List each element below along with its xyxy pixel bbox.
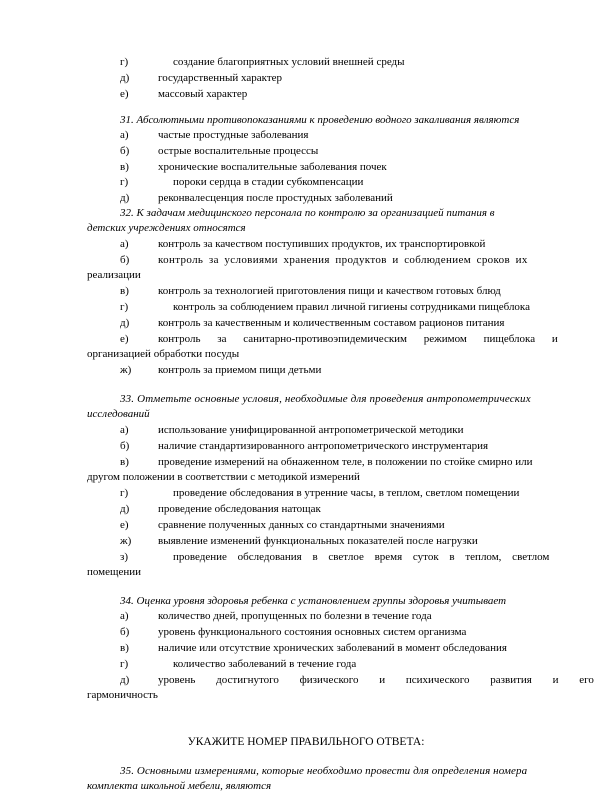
question-32-title-line1: 32. К задачам медицинского персонала по контролю за организацией питания в — [120, 207, 495, 219]
q32-item-d: контроль за качественным и количественным составом рационов питания — [158, 317, 505, 329]
q32-item-v: контроль за технологией приготовления пищи и качеством готовых блюд — [158, 285, 501, 297]
item-marker: г) — [120, 487, 129, 499]
item-marker: а) — [120, 238, 129, 250]
q32-item-g: контроль за соблюдением правил личной гигиены сотрудниками пищеблока — [173, 301, 530, 313]
q34-item-d-cont: гармоничность — [87, 689, 158, 701]
q32-item-e-cont: организацией обработки посуды — [87, 348, 240, 360]
q32-item-e: контроль за санитарно-противоэпидемическим режимом пищеблока и — [158, 333, 558, 345]
item-marker: е) — [120, 88, 129, 100]
q31-item-d: реконвалесценция после простудных заболеваний — [158, 192, 393, 204]
q32-item-b-cont: реализации — [87, 269, 141, 281]
q33-item-zh: выявление изменений функциональных показателей после нагрузки — [158, 535, 478, 547]
q33-item-v: проведение измерений на обнаженном теле, в положении по стойке смирно или — [158, 456, 533, 468]
q33-item-z-cont: помещении — [87, 566, 142, 578]
section-heading: УКАЖИТЕ НОМЕР ПРАВИЛЬНОГО ОТВЕТА: — [187, 736, 425, 748]
q34-item-a: количество дней, пропущенных по болезни в течение года — [158, 610, 432, 622]
q32-item-zh: контроль за приемом пищи детьми — [158, 364, 322, 376]
q31-item-g: пороки сердца в стадии субкомпенсации — [173, 176, 364, 188]
q33-item-g: проведение обследования в утренние часы, в теплом, светлом помещении — [173, 487, 520, 499]
item-marker: в) — [120, 456, 129, 468]
q31-item-v: хронические воспалительные заболевания почек — [158, 161, 387, 173]
q34-item-b: уровень функционального состояния основных систем организма — [158, 626, 467, 638]
item-marker: а) — [120, 610, 129, 622]
q32-item-a: контроль за качеством поступивших продуктов, их транспортировкой — [158, 238, 486, 250]
q31-item-a: частые простудные заболевания — [158, 129, 309, 141]
question-32-title — [120, 206, 568, 221]
item-marker: б) — [120, 626, 130, 638]
q33-item-a: использование унифицированной антропометрической методики — [158, 424, 464, 436]
question-32-title-line2: детских учреждениях относятся — [87, 222, 246, 234]
item-marker: г) — [120, 56, 129, 68]
item-marker: д) — [120, 72, 130, 84]
item-text: создание благоприятных условий внешней среды — [173, 56, 405, 68]
item-marker: в) — [120, 161, 129, 173]
q34-item-v: наличие или отсутствие хронических заболеваний в момент обследования — [158, 642, 507, 654]
q33-item-b: наличие стандартизированного антропометрического инструментария — [158, 440, 489, 452]
question-35-title-line2: комплекта школьной мебели, являются — [87, 780, 272, 792]
q33-item-z: проведение обследования в светлое время суток в теплом, светлом — [173, 551, 550, 563]
item-marker: б) — [120, 440, 130, 452]
item-marker: а) — [120, 424, 129, 436]
item-marker: ж) — [120, 364, 132, 376]
question-33-title-line1: 33. Отметьте основные условия, необходимые для проведения антропометрических — [120, 393, 531, 405]
question-35-title-line1: 35. Основными измерениями, которые необходимо провести для определения номера — [120, 765, 528, 777]
q33-item-v-cont: другом положении в соответствии с методикой измерений — [87, 471, 360, 483]
item-marker: е) — [120, 519, 129, 531]
item-marker: ж) — [120, 535, 132, 547]
item-marker: г) — [120, 176, 129, 188]
item-marker: г) — [120, 301, 129, 313]
item-marker: з) — [120, 551, 129, 563]
item-marker: г) — [120, 658, 129, 670]
q31-item-b: острые воспалительные процессы — [158, 145, 319, 157]
item-text: массовый характер — [158, 88, 248, 100]
q34-item-g: количество заболеваний в течение года — [173, 658, 357, 670]
q33-item-e: сравнение полученных данных со стандартными значениями — [158, 519, 445, 531]
item-marker: д) — [120, 503, 130, 515]
item-marker: б) — [120, 145, 130, 157]
q33-item-d: проведение обследования натощак — [158, 503, 321, 515]
item-marker: а) — [120, 129, 129, 141]
item-marker: д) — [120, 317, 130, 329]
item-text: государственный характер — [158, 72, 283, 84]
item-marker: д) — [120, 192, 130, 204]
question-31-title: 31. Абсолютными противопоказаниями к проведению водного закаливания являются — [120, 114, 520, 126]
question-34-title: 34. Оценка уровня здоровья ребенка с установлением группы здоровья учитывает — [120, 595, 507, 607]
item-marker: е) — [120, 333, 129, 345]
question-33-title-line2: исследований — [87, 408, 150, 420]
item-marker: в) — [120, 642, 129, 654]
q34-item-d: уровень достигнутого физического и психического развития и его — [158, 674, 594, 686]
item-marker: б) — [120, 254, 130, 266]
item-marker: в) — [120, 285, 129, 297]
item-marker: д) — [120, 674, 130, 686]
q32-item-b: контроль за условиями хранения продуктов и соблюдением сроков их — [158, 254, 528, 266]
